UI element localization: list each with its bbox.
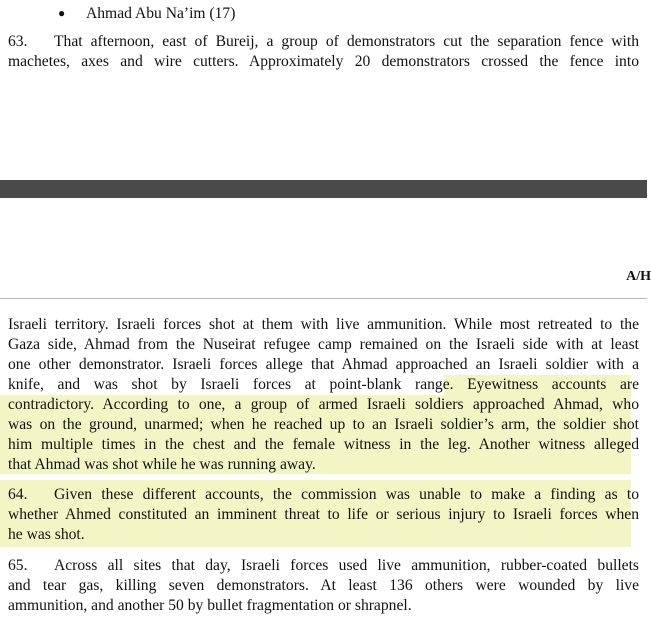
page-symbol-reference: A/H [626, 269, 651, 284]
para64-line-1 [8, 485, 639, 505]
para63-cont-line-4 [8, 375, 639, 395]
para63-highlight-line-2: was on the ground, unarmed; when he reached up to an Israeli soldier’s arm, the soldier shot [8, 416, 639, 433]
para64-number: 64. [8, 486, 28, 503]
para63-plain-text: knife, and was shot by Israeli forces at point-blank range. [8, 376, 454, 393]
para63-cont-line-1: Israeli territory. Israeli forces shot at them with live ammunition. While most retreated to the [8, 316, 639, 333]
para63-cont-line-3: one other demonstrator. Israeli forces allege that Ahmad approached an Israeli soldier with a [8, 356, 639, 373]
bullet-icon: ● [58, 6, 66, 20]
bullet-item-text: Ahmad Abu Na’im (17) [86, 5, 236, 22]
para65-line-1-text: Across all sites that day, Israeli forces used live ammunition, rubber-coated bullets [54, 557, 639, 574]
para64-line-1-text: Given these different accounts, the commission was unable to make a finding as to [54, 486, 639, 503]
para64-line-2: whether Ahmed constituted an imminent threat to life or serious injury to Israeli forces when [8, 506, 639, 523]
para63-highlight-line-1: contradictory. According to one, a group of armed Israeli soldiers approached Ahmad, who [8, 396, 639, 413]
para63-line-1-text: That afternoon, east of Bureij, a group of demonstrators cut the separation fence with [54, 33, 639, 50]
para63-highlighted-text: Eyewitness accounts are [467, 376, 639, 393]
bullet-item [58, 3, 235, 24]
para63-number: 63. [8, 33, 28, 50]
para63-line-1 [8, 32, 639, 52]
para65-line-2: and tear gas, killing seven demonstrators. At least 136 others were wounded by live [8, 577, 639, 594]
page-top-rule [0, 298, 647, 299]
page-divider [0, 180, 647, 198]
para65-line-1 [8, 556, 639, 576]
para65-line-3: ammunition, and another 50 by bullet fragmentation or shrapnel. [8, 597, 412, 614]
para64-line-3: he was shot. [8, 526, 85, 543]
para63-line-2: machetes, axes and wire cutters. Approximately 20 demonstrators crossed the fence into [8, 53, 639, 70]
para63-cont-line-2: Gaza side, Ahmad from the Nuseirat refugee camp remained on the Israeli side with at least [8, 336, 639, 353]
para63-highlight-line-4: that Ahmad was shot while he was running away. [8, 456, 316, 473]
para65-number: 65. [8, 557, 28, 574]
para63-highlight-line-3: him multiple times in the chest and the female witness in the leg. Another witness alleged [8, 436, 639, 453]
